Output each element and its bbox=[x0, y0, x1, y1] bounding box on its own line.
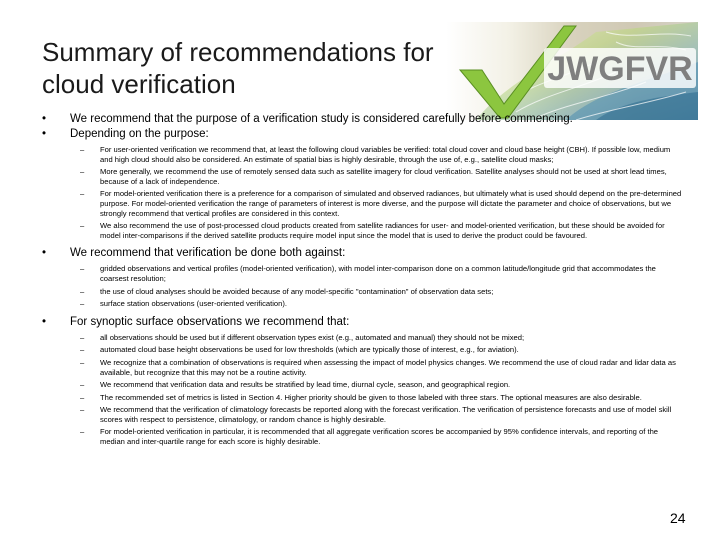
logo-text: JWGFVR bbox=[547, 50, 693, 88]
sub-item bbox=[42, 393, 682, 403]
sub-item-text: We recommend that the verification of climatology forecasts be reported along with the forecast verification. The verification of persistence forecasts and use of model skill scores with respect to persistence, climatology, or random chance is highly desirable. bbox=[100, 405, 672, 424]
sub-item bbox=[42, 405, 682, 424]
bullet-verification-against bbox=[42, 246, 682, 261]
dash-marker: – bbox=[80, 221, 85, 231]
sub-item bbox=[42, 380, 682, 390]
sub-item-text: For model-oriented verification in particular, it is recommended that all aggregate verification scores be accompanied by 95% confidence intervals, and reporting of the median and inter-quartile range for each score is highly desirable. bbox=[100, 427, 659, 447]
bullet-depending bbox=[42, 127, 682, 142]
dash-marker: – bbox=[80, 167, 85, 177]
dash-marker: – bbox=[80, 357, 85, 367]
bullet-text: We recommend that verification be done both against: bbox=[70, 247, 346, 260]
sub-item bbox=[42, 299, 682, 309]
sub-item-text: surface station observations (user-oriented verification). bbox=[100, 299, 287, 309]
sub-item bbox=[42, 264, 682, 283]
dash-marker: – bbox=[80, 405, 85, 415]
dash-marker: – bbox=[80, 392, 85, 402]
bullet-marker: • bbox=[42, 315, 47, 328]
bullet-marker: • bbox=[42, 113, 47, 125]
sub-item-text: all observations should be used but if different observation types exist (e.g., automated and manual) they should not be mixed; bbox=[100, 332, 525, 342]
sub-item bbox=[42, 358, 682, 377]
bullet-text: Depending on the purpose: bbox=[70, 128, 209, 140]
slide-title: Summary of recommendations for cloud verification bbox=[42, 37, 434, 99]
sub-item bbox=[42, 333, 682, 343]
bullet-text: We recommend that the purpose of a verification study is considered carefully before commencing. bbox=[70, 113, 573, 125]
sub-item-text: We recognize that a combination of observations is required when assessing the impact of model physics changes. We recommend the use of cloud radar and lidar data as available, but recognize that this may not be a routine activity. bbox=[100, 357, 676, 377]
logo-graphic bbox=[446, 22, 698, 120]
dash-marker: – bbox=[80, 264, 85, 274]
dash-marker: – bbox=[80, 380, 85, 390]
sub-item-text: We recommend that verification data and results be stratified by lead time, diurnal cycle, season, and geographical region. bbox=[100, 380, 511, 390]
sub-item bbox=[42, 189, 682, 218]
bullet-marker: • bbox=[42, 247, 47, 260]
sub-item-text: gridded observations and vertical profiles (model-oriented verification), with model inter-comparison done on a common latitude/longitude grid that accommodates the coarsest resolution; bbox=[100, 264, 656, 283]
sub-item bbox=[42, 221, 682, 240]
page-number: 24 bbox=[670, 510, 686, 526]
bullet-text: For synoptic surface observations we recommend that: bbox=[70, 315, 350, 328]
bullet-list bbox=[42, 112, 682, 447]
sub-item-text: automated cloud base height observations be used for low thresholds (which are typically those of interest, e.g., for aviation). bbox=[100, 345, 519, 355]
sub-item bbox=[42, 427, 682, 446]
sub-item bbox=[42, 145, 682, 164]
bullet-marker: • bbox=[42, 128, 47, 140]
bullet-synoptic bbox=[42, 315, 682, 330]
dash-marker: – bbox=[80, 345, 85, 355]
sub-item-text: the use of cloud analyses should be avoided because of any model-specific "contamination" of observation data sets; bbox=[100, 286, 494, 296]
sub-item-text: We also recommend the use of post-processed cloud products created from satellite radiances for user- and model-oriented verification, but these should be avoided for model inter-comparisons if the derived satellite products require model input since the model that is used to derive the product could be favoured. bbox=[100, 221, 665, 240]
dash-marker: – bbox=[80, 286, 85, 296]
sub-item bbox=[42, 287, 682, 297]
sub-item bbox=[42, 345, 682, 355]
jwgfvr-logo bbox=[446, 22, 698, 120]
dash-marker: – bbox=[80, 189, 85, 199]
sub-item bbox=[42, 167, 682, 186]
dash-marker: – bbox=[80, 332, 85, 342]
sub-item-text: The recommended set of metrics is listed in Section 4. Higher priority should be given to those labeled with three stars. The optional measures are also desirable. bbox=[100, 392, 642, 402]
dash-marker: – bbox=[80, 145, 85, 154]
sub-item-text: For model-oriented verification there is a preference for a comparison of simulated and observed radiances, but ultimately what is used should depend on the pre-determined purpose. For model-oriented verification the range of parameters of interest is more diverse, and the purpose will dictate the parameter and choice of observations, but we strongly recommend that vertical profiles are considered in this context. bbox=[100, 189, 682, 218]
dash-marker: – bbox=[80, 427, 85, 437]
sub-item-text: For user-oriented verification we recommend that, at least the following cloud variables be verified: total cloud cover and cloud base height (CBH). If possible low, medium and high cloud should also be considered. An estimate of spatial bias is highly desirable, through the use of, e.g., satellite cloud masks; bbox=[100, 145, 671, 164]
bullet-purpose bbox=[42, 112, 682, 127]
sub-item-text: More generally, we recommend the use of remotely sensed data such as satellite imagery for cloud verification. Satellite analyses should not be used at short lead times, because of a lack of independence. bbox=[100, 167, 667, 186]
dash-marker: – bbox=[80, 299, 85, 309]
